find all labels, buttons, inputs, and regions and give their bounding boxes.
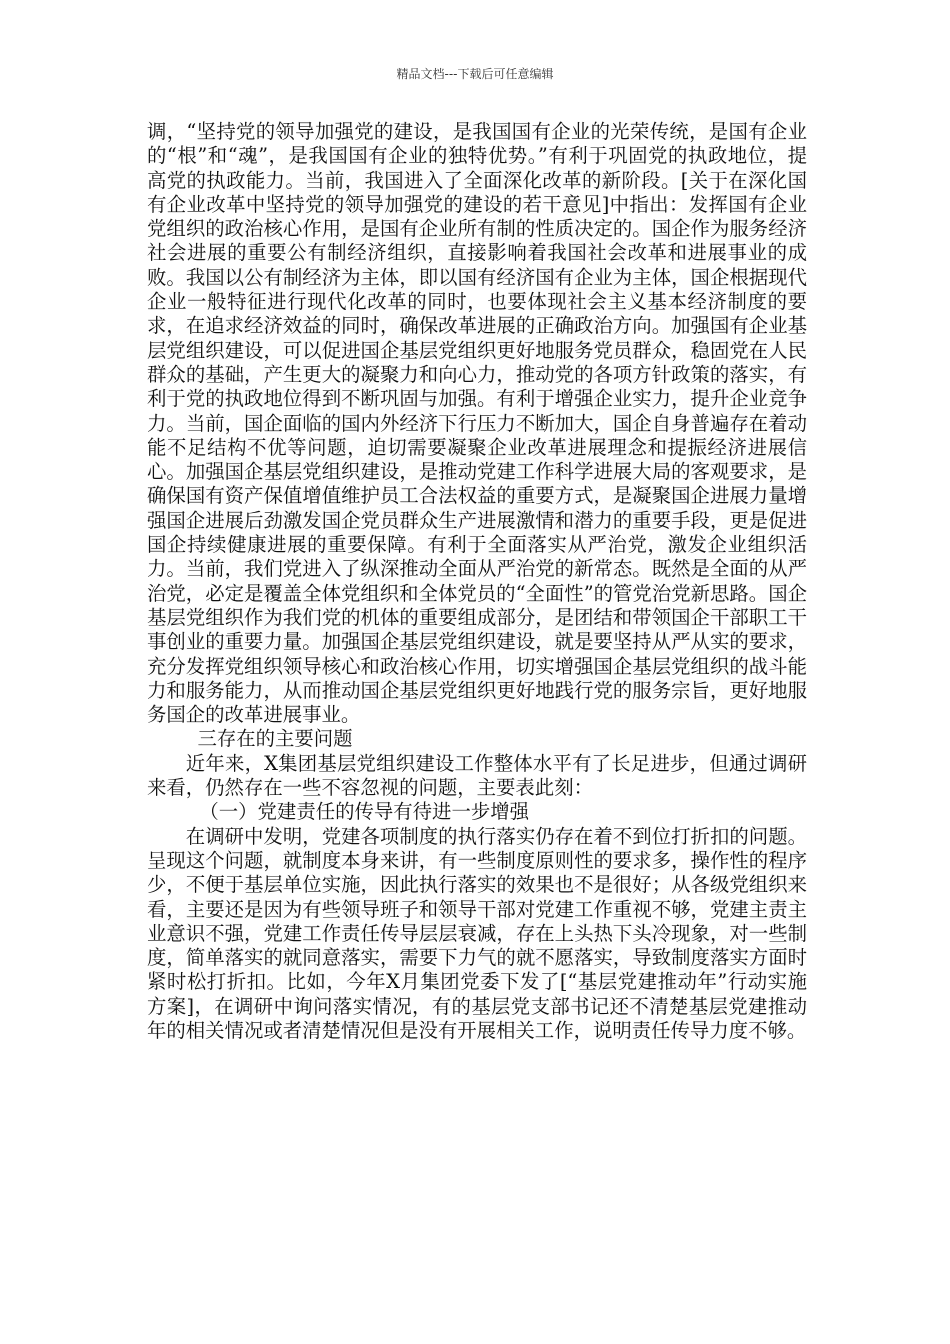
body-paragraph: 调，“坚持党的领导加强党的建设，是我国国有企业的光荣传统，是国有企业的“根”和“魂”，是我国国有企业的独特优势。”有利于巩固党的执政地位，提高党的执政能力。当前，我国进入了全面深化改革的新阶段。[关于在深化国有企业改革中坚持党的领导加强党的建设的若干意见]中指出：发挥国有企业党组织的政治核心作用，是国有企业所有制的性质决定的。国企作为服务经济社会进展的重要公有制经济组织，直接影响着我国社会改革和进展事业的成败。我国以公有制经济为主体，即以国有经济国有企业为主体，国企根据现代企业一般特征进行现代化改革的同时，也要体现社会主义基本经济制度的要求，在追求经济效益的同时，确保改革进展的正确政治方向。加强国有企业基层党组织建设，可以促进国企基层党组织更好地服务党员群众，稳固党在人民群众的基础，产生更大的凝聚力和向心力，推动党的各项方针政策的落实，有利于党的执政地位得到不断巩固与加强。有利于增强企业实力，提升企业竞争力。当前，国企面临的国内外经济下行压力不断加大，国企自身普遍存在着动能不足结构不优等问题，迫切需要凝聚企业改革进展理念和提振经济进展信心。加强国企基层党组织建设，是推动党建工作科学进展大局的客观要求，是确保国有资产保值增值维护员工合法权益的重要方式，是凝聚国企进展力量增强国企进展后劲激发国企党员群众生产进展激情和潜力的重要手段，更是促进国企持续健康进展的重要保障。有利于全面落实从严治党，激发企业组织活力。当前，我们党进入了纵深推动全面从严治党的新常态。既然是全面的从严治党，必定是覆盖全体党组织和全体党员的“全面性”的管党治党新思路。国企基层党组织作为我们党的机体的重要组成部分，是团结和带领国企干部职工干事创业的重要力量。加强国企基层党组织建设，就是要坚持从严从实的要求，充分发挥党组织领导核心和政治核心作用，切实增强国企基层党组织的战斗能力和服务能力，从而推动国企基层党组织更好地践行党的服务宗旨，更好地服务国企的改革进展事业。 — [147, 120, 807, 727]
body-paragraph: 在调研中发明，党建各项制度的执行落实仍存在着不到位打折扣的问题。呈现这个问题，就制度本身来讲，有一些制度原则性的要求多，操作性的程序少，不便于基层单位实施，因此执行落实的效果也不是很好；从各级党组织来看，主要还是因为有些领导班子和领导干部对党建工作重视不够，党建主责主业意识不强，党建工作责任传导层层衰减，存在上头热下头冷现象，对一些制度，简单落实的就同意落实，需要下力气的就不愿落实，导致制度落实方面时紧时松打折扣。比如，今年X月集团党委下发了[“基层党建推动年”行动实施方案]，在调研中询问落实情况，有的基层党支部书记还不清楚基层党建推动年的相关情况或者清楚情况但是没有开展相关工作，说明责任传导力度不够。 — [147, 824, 807, 1042]
section-heading: 三存在的主要问题 — [197, 727, 353, 751]
body-paragraph: 近年来，X集团基层党组织建设工作整体水平有了长足进步，但通过调研来看，仍然存在一些不容忽视的问题，主要表此刻： — [147, 751, 807, 800]
document-body — [147, 120, 807, 1043]
subsection-heading: （一）党建责任的传导有待进一步增强 — [199, 800, 530, 824]
page-header: 精品文档---下载后可任意编辑 — [396, 67, 554, 81]
